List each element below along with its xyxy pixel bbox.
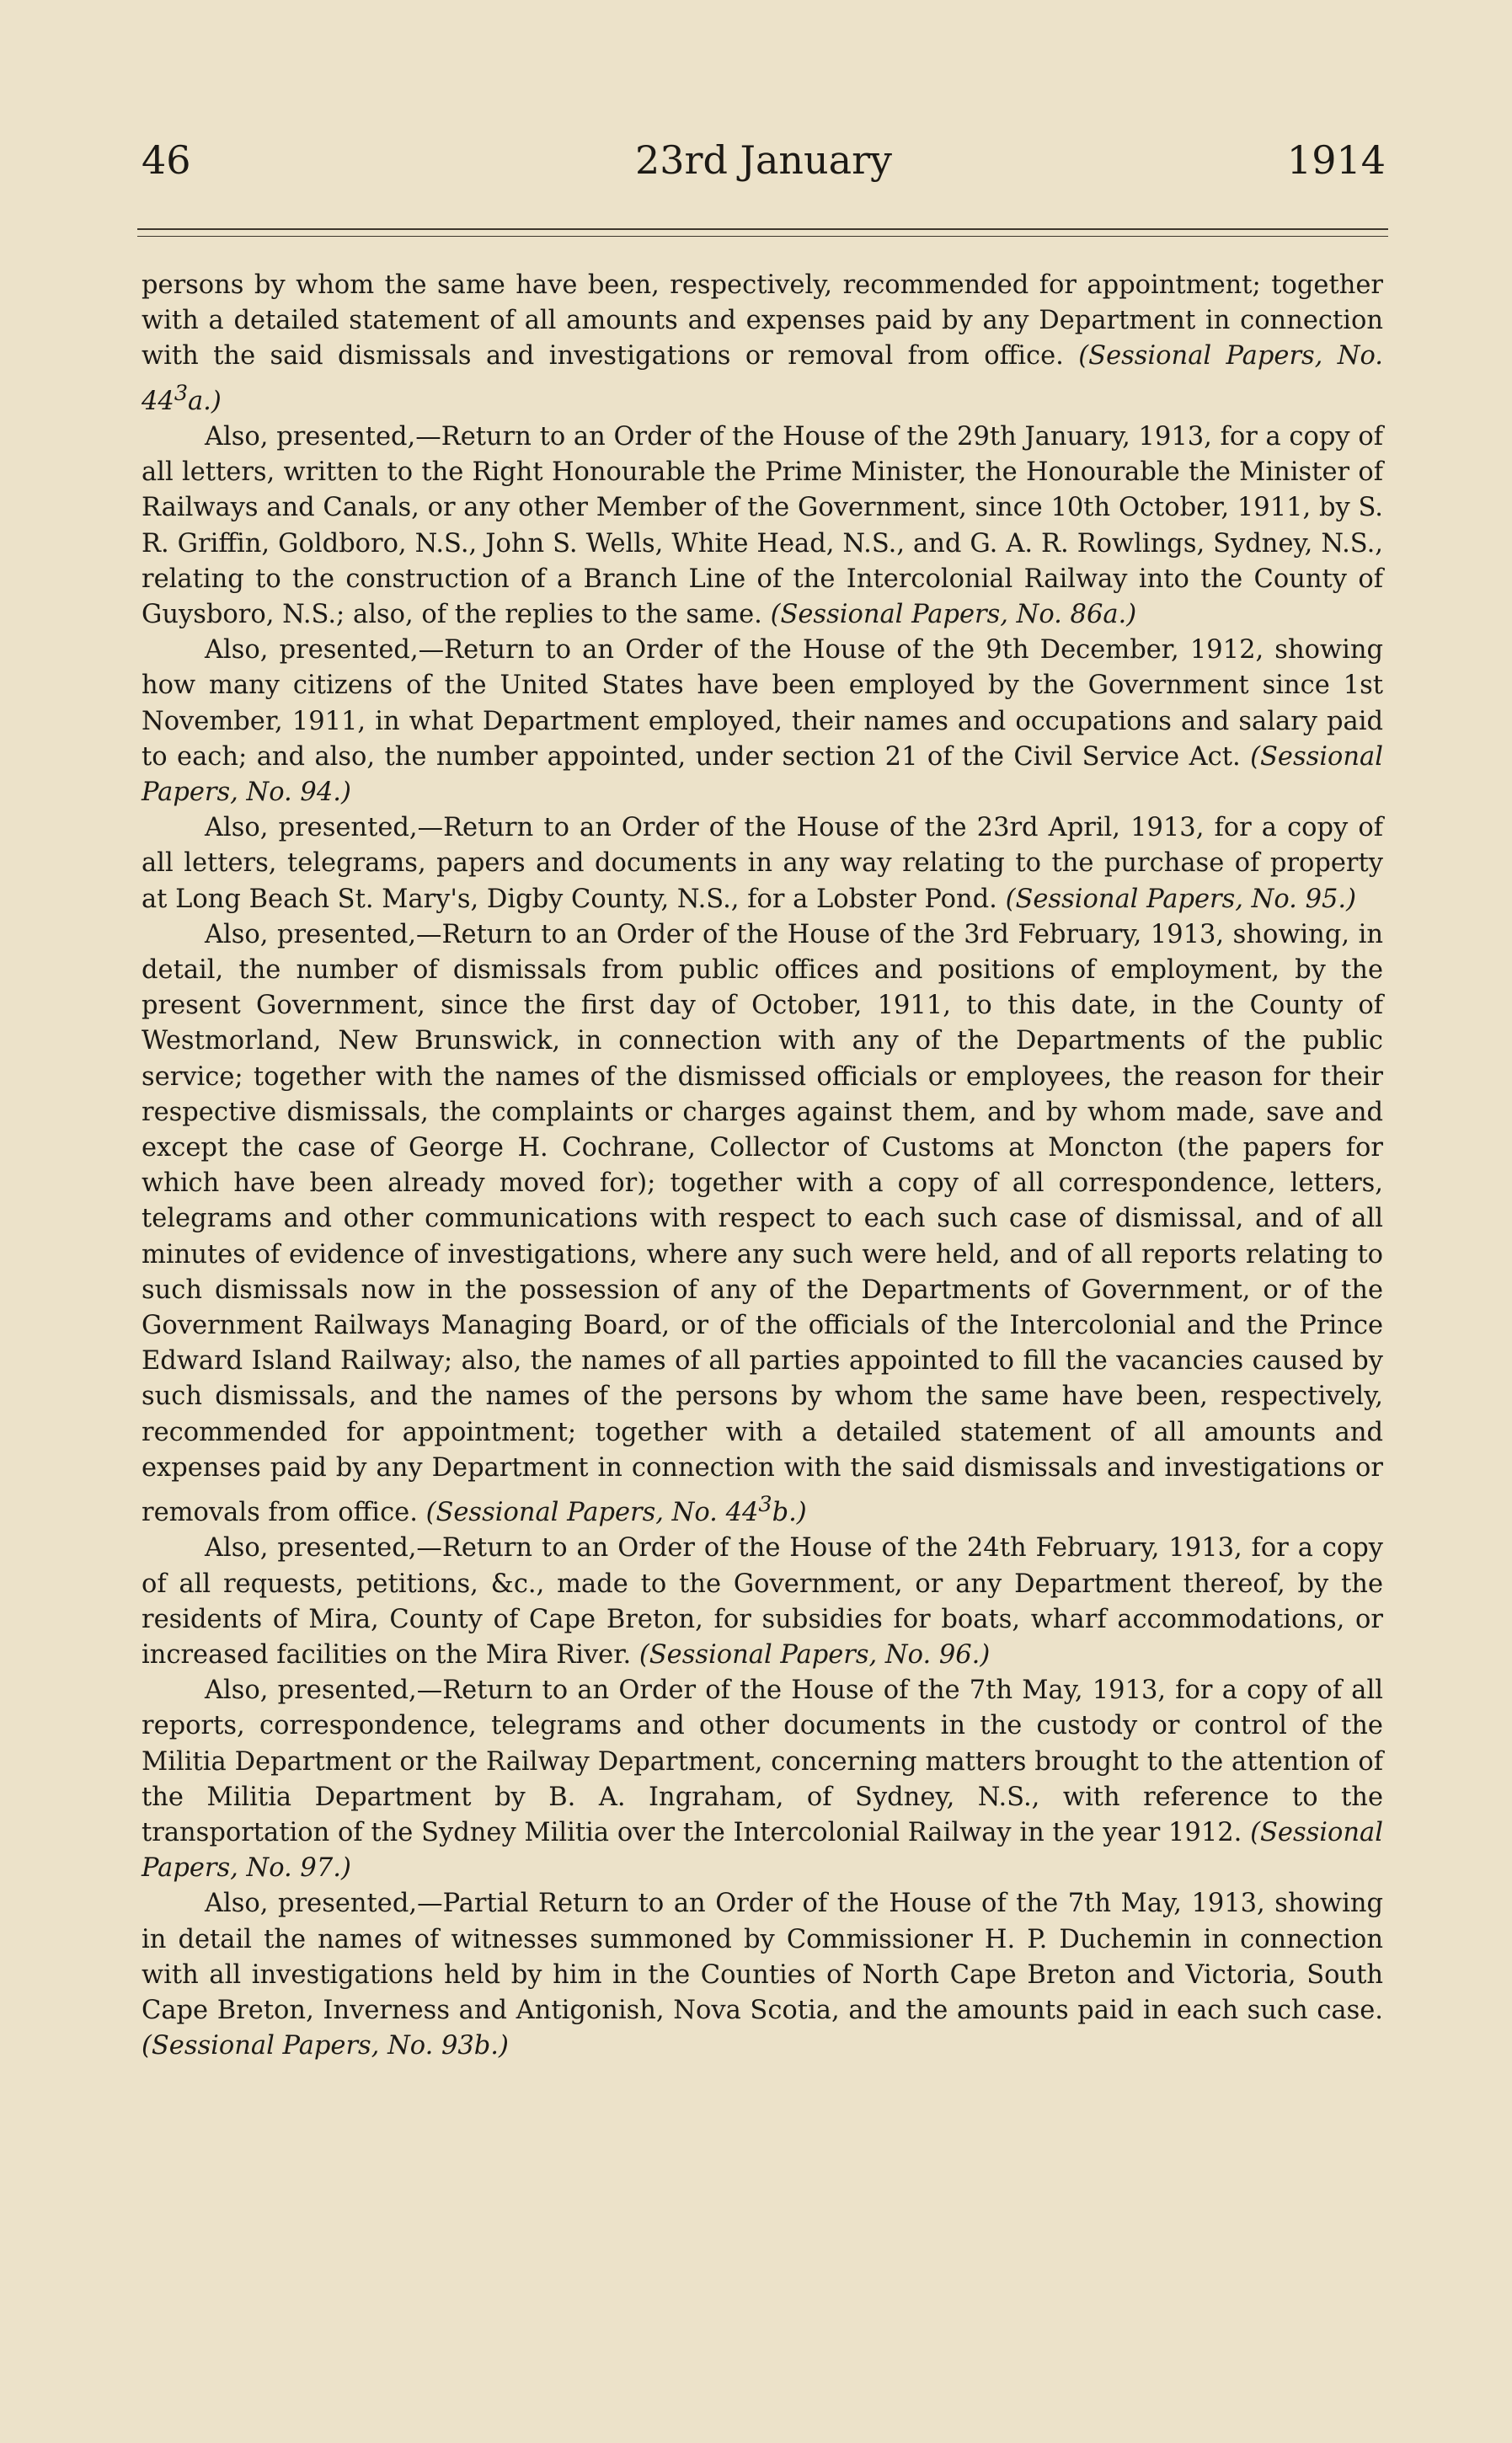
body-text bbox=[142, 268, 1383, 2064]
paragraph bbox=[142, 1531, 1383, 1673]
paragraph-text: Also, presented,—Return to an Order of the House of the 7th May, 1913, for a copy of all reports, correspondence, telegrams and other documents in the custody or control of the Militia Department or the Railway Department, concerning matters brought to the attention of the Militia Department by B. A. Ingraham, of Sydney, N.S., with reference to the transportation of the Sydney Militia over the Intercolonial Railway in the year 1912. bbox=[142, 1676, 1383, 1848]
sessional-paper-reference: (Sessional Papers, No. 96.) bbox=[638, 1640, 991, 1671]
sessional-paper-reference: (Sessional Papers, No. 93b.) bbox=[142, 2031, 509, 2061]
paragraph-text: Also, presented,—Return to an Order of the House of the 29th January, 1913, for a copy of all letters, written to the Right Honourable the Prime Minister, the Honourable the Minister of Railways and Canals, or any other Member of the Government, since 10th October, 1911, by S. R. Griffin, Goldboro, N.S., John S. Wells, White Head, N.S., and G. A. R. Rowlings, Sydney, N.S., relating to the construction of a Branch Line of the Intercolonial Railway into the County of Guysboro, N.S.; also, of the replies to the same. bbox=[142, 421, 1383, 629]
header-year: 1914 bbox=[1286, 137, 1386, 183]
paragraph bbox=[142, 1886, 1383, 2064]
sessional-paper-reference: (Sessional Papers, No. 94.) bbox=[142, 741, 1383, 807]
paragraph bbox=[142, 1673, 1383, 1886]
header-date: 23rd January bbox=[634, 137, 893, 183]
paragraph-text: Also, presented,—Partial Return to an Order of the House of the 7th May, 1913, showing in detail the names of witnesses summoned by Commissioner H. P. Duchemin in connection with all investigations held by him in the Counties of North Cape Breton and Victoria, South Cape Breton, Inverness and Antigonish, Nova Scotia, and the amounts paid in each such case. bbox=[142, 1889, 1383, 2026]
header-rule-bottom bbox=[137, 236, 1388, 237]
paragraph bbox=[142, 917, 1383, 1532]
sessional-paper-reference: (Sessional Papers, No. 95.) bbox=[1005, 884, 1356, 914]
paragraph bbox=[142, 420, 1383, 633]
sessional-paper-reference: (Sessional Papers, No. $44^3a$.) bbox=[142, 341, 1383, 416]
header-rule-top bbox=[137, 228, 1388, 230]
sessional-paper-reference: (Sessional Papers, No. $44^3b$.) bbox=[425, 1491, 807, 1528]
paragraph bbox=[142, 810, 1383, 917]
paragraph-text: Also, presented,—Return to an Order of the House of the 3rd February, 1913, showing, in detail, the number of dismissals from public offices and positions of employment, by the present Government, since the first day of October, 1911, to this date, in the County of Westmorland, New Brunswick, in connection with any of the Departments of the public service; together with the names of the dismissed officials or employees, the reason for their respective dismissals, the complaints or charges against them, and by whom made, save and except the case of George H. Cochrane, Collector of Customs at Moncton (the papers for which have been already moved for); together with a copy of all correspondence, letters, telegrams and other communications with respect to each such case of dismissal, and of all minutes of evidence of investigations, where any such were held, and of all reports relating to such dismissals now in the possession of any of the Departments of Government, or of the Government Railways Managing Board, or of the officials of the Intercolonial and the Prince Edward Island Railway; also, the names of all parties appointed to fill the vacancies caused by such dismissals, and the names of the persons by whom the same have been, respectively, recommended for appointment; together with a detailed statement of all amounts and expenses paid by any Department in connection with the said dismissals and investigations or removals from office. bbox=[142, 919, 1383, 1528]
page-header bbox=[142, 135, 1386, 185]
paragraph bbox=[142, 633, 1383, 810]
paragraph bbox=[142, 268, 1383, 420]
paragraph-text: Also, presented,—Return to an Order of the House of the 9th December, 1912, showing how many citizens of the United States have been employed by the Government since 1st November, 1911, in what Department employed, their names and occupations and salary paid to each; and also, the number appointed, under section 21 of the Civil Service Act. bbox=[142, 635, 1383, 772]
sessional-paper-reference: (Sessional Papers, No. 97.) bbox=[142, 1818, 1383, 1884]
paragraph-text: persons by whom the same have been, respectively, recommended for appointment; together with a detailed statement of all amounts and expenses paid by any Department in connection with the said dismissals and investigations or removal from office. bbox=[142, 270, 1383, 372]
sessional-paper-reference: (Sessional Papers, No. 86a.) bbox=[770, 599, 1137, 629]
paragraph-text: Also, presented,—Return to an Order of the House of the 24th February, 1913, for a copy of all requests, petitions, &c., made to the Government, or any Department thereof, by the residents of Mira, County of Cape Breton, for subsidies for boats, wharf accommodations, or increased facilities on the Mira River. bbox=[142, 1533, 1383, 1671]
page-number: 46 bbox=[142, 137, 191, 183]
paragraph-text: Also, presented,—Return to an Order of the House of the 23rd April, 1913, for a copy of all letters, telegrams, papers and documents in any way relating to the purchase of property at Long Beach St. Mary's, Digby County, N.S., for a Lobster Pond. bbox=[142, 813, 1383, 914]
